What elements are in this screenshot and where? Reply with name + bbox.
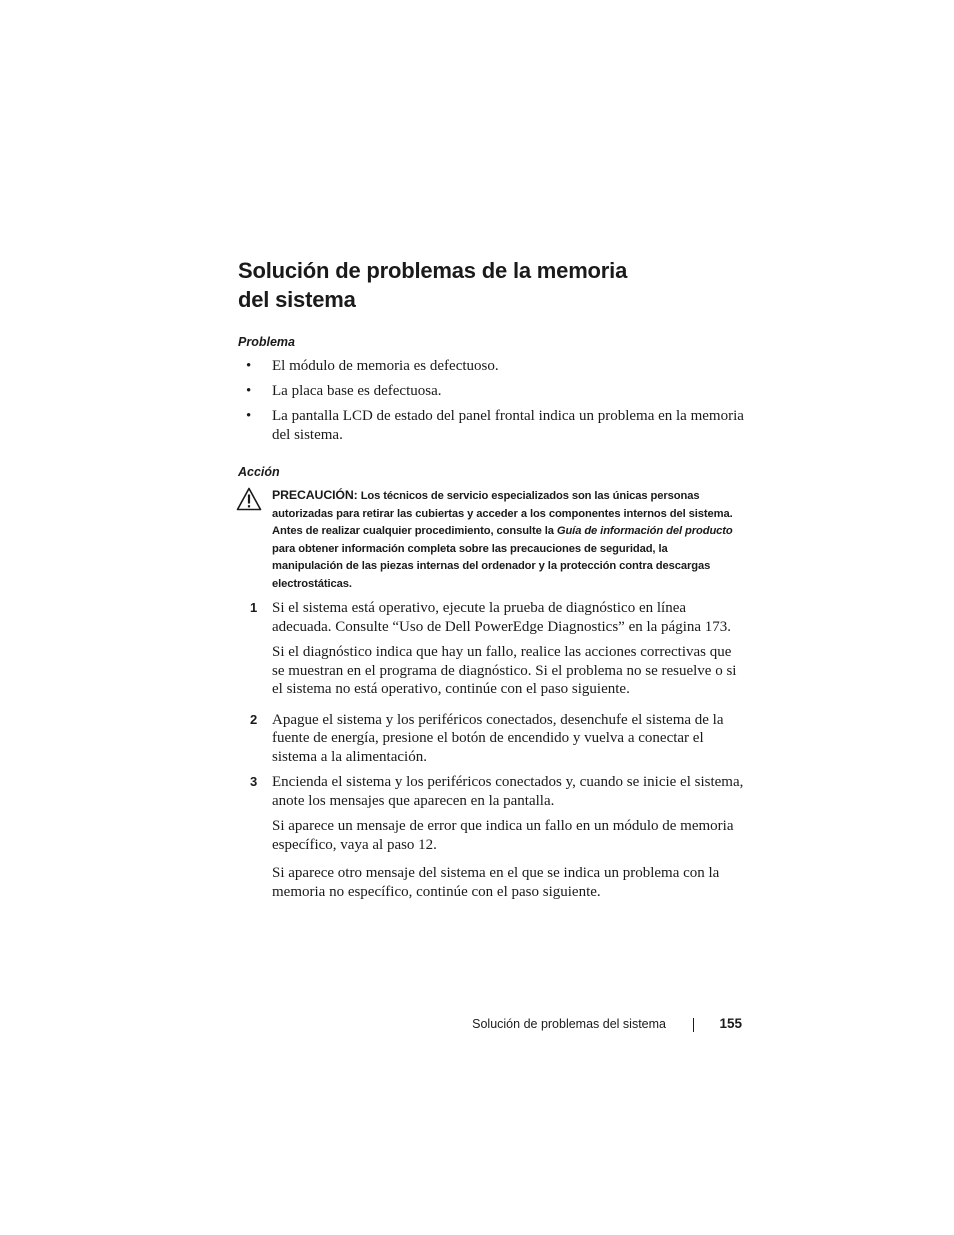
caution-label: PRECAUCIÓN:	[272, 488, 358, 502]
page-title-line-1: Solución de problemas de la memoria	[238, 258, 628, 283]
step-paragraph: Si el diagnóstico indica que hay un fallo, realice las acciones correctivas que se muestran en el programa de diagnóstico. Si el problema no se resuelve o si el sistema no está operativo, continúe con el paso siguiente.	[272, 644, 737, 697]
step-number: 1	[250, 600, 258, 615]
page-title-line-2: del sistema	[238, 287, 356, 312]
bullet: •	[246, 358, 252, 374]
list-item-text: La pantalla LCD de estado del panel frontal indica un problema en la memoria del sistema.	[272, 408, 744, 443]
problem-list	[246, 357, 746, 451]
step-paragraph: Si aparece un mensaje de error que indica un fallo en un módulo de memoria específico, vaya al paso 12.	[272, 818, 734, 853]
caution-body-2: para obtener información completa sobre las precauciones de seguridad, la manipulación de las piezas internas del ordenador y la protección contra descargas electrostáticas.	[272, 542, 711, 590]
action-heading: Acción	[238, 465, 280, 479]
footer-divider	[693, 1018, 694, 1032]
step-3	[246, 773, 746, 901]
bullet: •	[246, 383, 252, 399]
step-2	[246, 711, 746, 767]
step-paragraph: Encienda el sistema y los periféricos conectados y, cuando se inicie el sistema, anote los mensajes que aparecen en la pantalla.	[272, 774, 744, 809]
caution-body-1: Los técnicos de servicio especializados son las únicas personas autorizadas para retirar las cubiertas y acceder a los componentes internos del sistema. Antes de realizar cualquier procedimiento, consulte la	[272, 490, 733, 537]
step-paragraph: Si el sistema está operativo, ejecute la prueba de diagnóstico en línea adecuada. Consulte “Uso de Dell PowerEdge Diagnostics” en la página 173.	[272, 600, 732, 635]
page-number: 155	[719, 1016, 742, 1031]
footer-section-title: Solución de problemas del sistema	[472, 1017, 666, 1031]
step-1	[246, 599, 746, 699]
step-paragraph: Apague el sistema y los periféricos conectados, desenchufe el sistema de la fuente de energía, presione el botón de encendido y vuelva a conectar el sistema a la alimentación.	[272, 711, 724, 765]
page-title	[238, 256, 758, 314]
step-number: 2	[250, 711, 258, 727]
page-footer	[440, 1015, 742, 1035]
list-item	[246, 407, 746, 444]
action-steps	[246, 599, 746, 908]
bullet: •	[246, 408, 252, 424]
caution-notice	[236, 487, 736, 593]
step-paragraph: Si aparece otro mensaje del sistema en el que se indica un problema con la memoria no específico, continúe con el paso siguiente.	[272, 865, 720, 900]
problem-heading: Problema	[238, 335, 295, 349]
list-item-text: La placa base es defectuosa.	[272, 383, 442, 399]
caution-text	[272, 487, 736, 593]
warning-triangle-icon	[236, 487, 262, 511]
caution-doc-reference: Guía de información del producto	[556, 525, 733, 537]
list-item-text: El módulo de memoria es defectuoso.	[272, 358, 499, 374]
list-item	[246, 357, 746, 376]
list-item	[246, 382, 746, 401]
step-number: 3	[250, 774, 258, 789]
